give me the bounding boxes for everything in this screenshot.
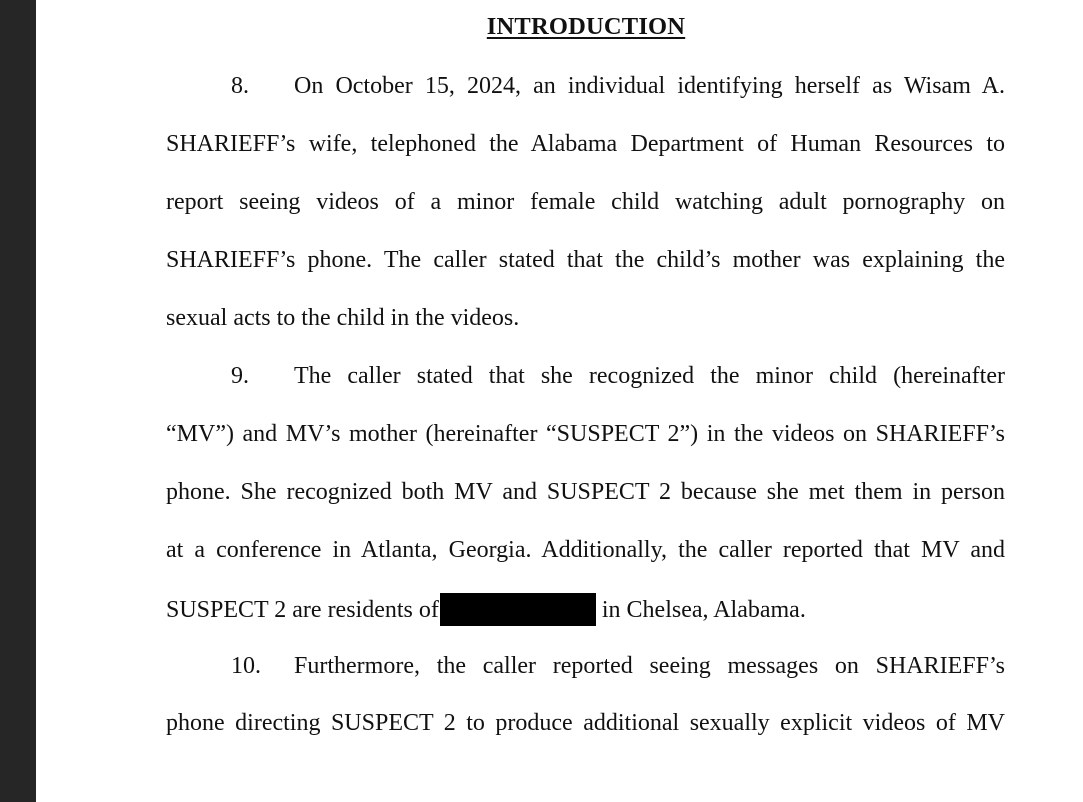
paragraph-number: 8. <box>231 73 249 99</box>
paragraph-number: 9. <box>231 363 249 389</box>
paragraph-line: “MV”) and MV’s mother (hereinafter “SUSPECT 2”) in the videos on SHARIEFF’s <box>166 421 1005 447</box>
document-page <box>36 0 1083 802</box>
paragraph-line: SHARIEFF’s wife, telephoned the Alabama Department of Human Resources to <box>166 131 1005 157</box>
paragraph-line: SHARIEFF’s phone. The caller stated that the child’s mother was explaining the <box>166 247 1005 273</box>
redacted-line-before: SUSPECT 2 are residents of <box>166 597 439 623</box>
paragraph-line: at a conference in Atlanta, Georgia. Additionally, the caller reported that MV and <box>166 537 1005 563</box>
paragraph-line: phone. She recognized both MV and SUSPECT 2 because she met them in person <box>166 479 1005 505</box>
redacted-line <box>166 593 1005 623</box>
paragraph-line: sexual acts to the child in the videos. <box>166 305 520 331</box>
viewer-side-panel <box>0 0 36 802</box>
paragraph-number: 10. <box>231 653 261 679</box>
section-heading: INTRODUCTION <box>486 13 686 40</box>
paragraph-line: On October 15, 2024, an individual identifying herself as Wisam A. <box>294 73 1005 99</box>
redaction-block <box>440 593 596 626</box>
paragraph-line: phone directing SUSPECT 2 to produce additional sexually explicit videos of MV <box>166 710 1005 736</box>
paragraph-line: The caller stated that she recognized the minor child (hereinafter <box>294 363 1005 389</box>
paragraph-line: report seeing videos of a minor female child watching adult pornography on <box>166 189 1005 215</box>
redacted-line-after: in Chelsea, Alabama. <box>601 597 806 623</box>
paragraph-line: Furthermore, the caller reported seeing messages on SHARIEFF’s <box>294 653 1005 679</box>
